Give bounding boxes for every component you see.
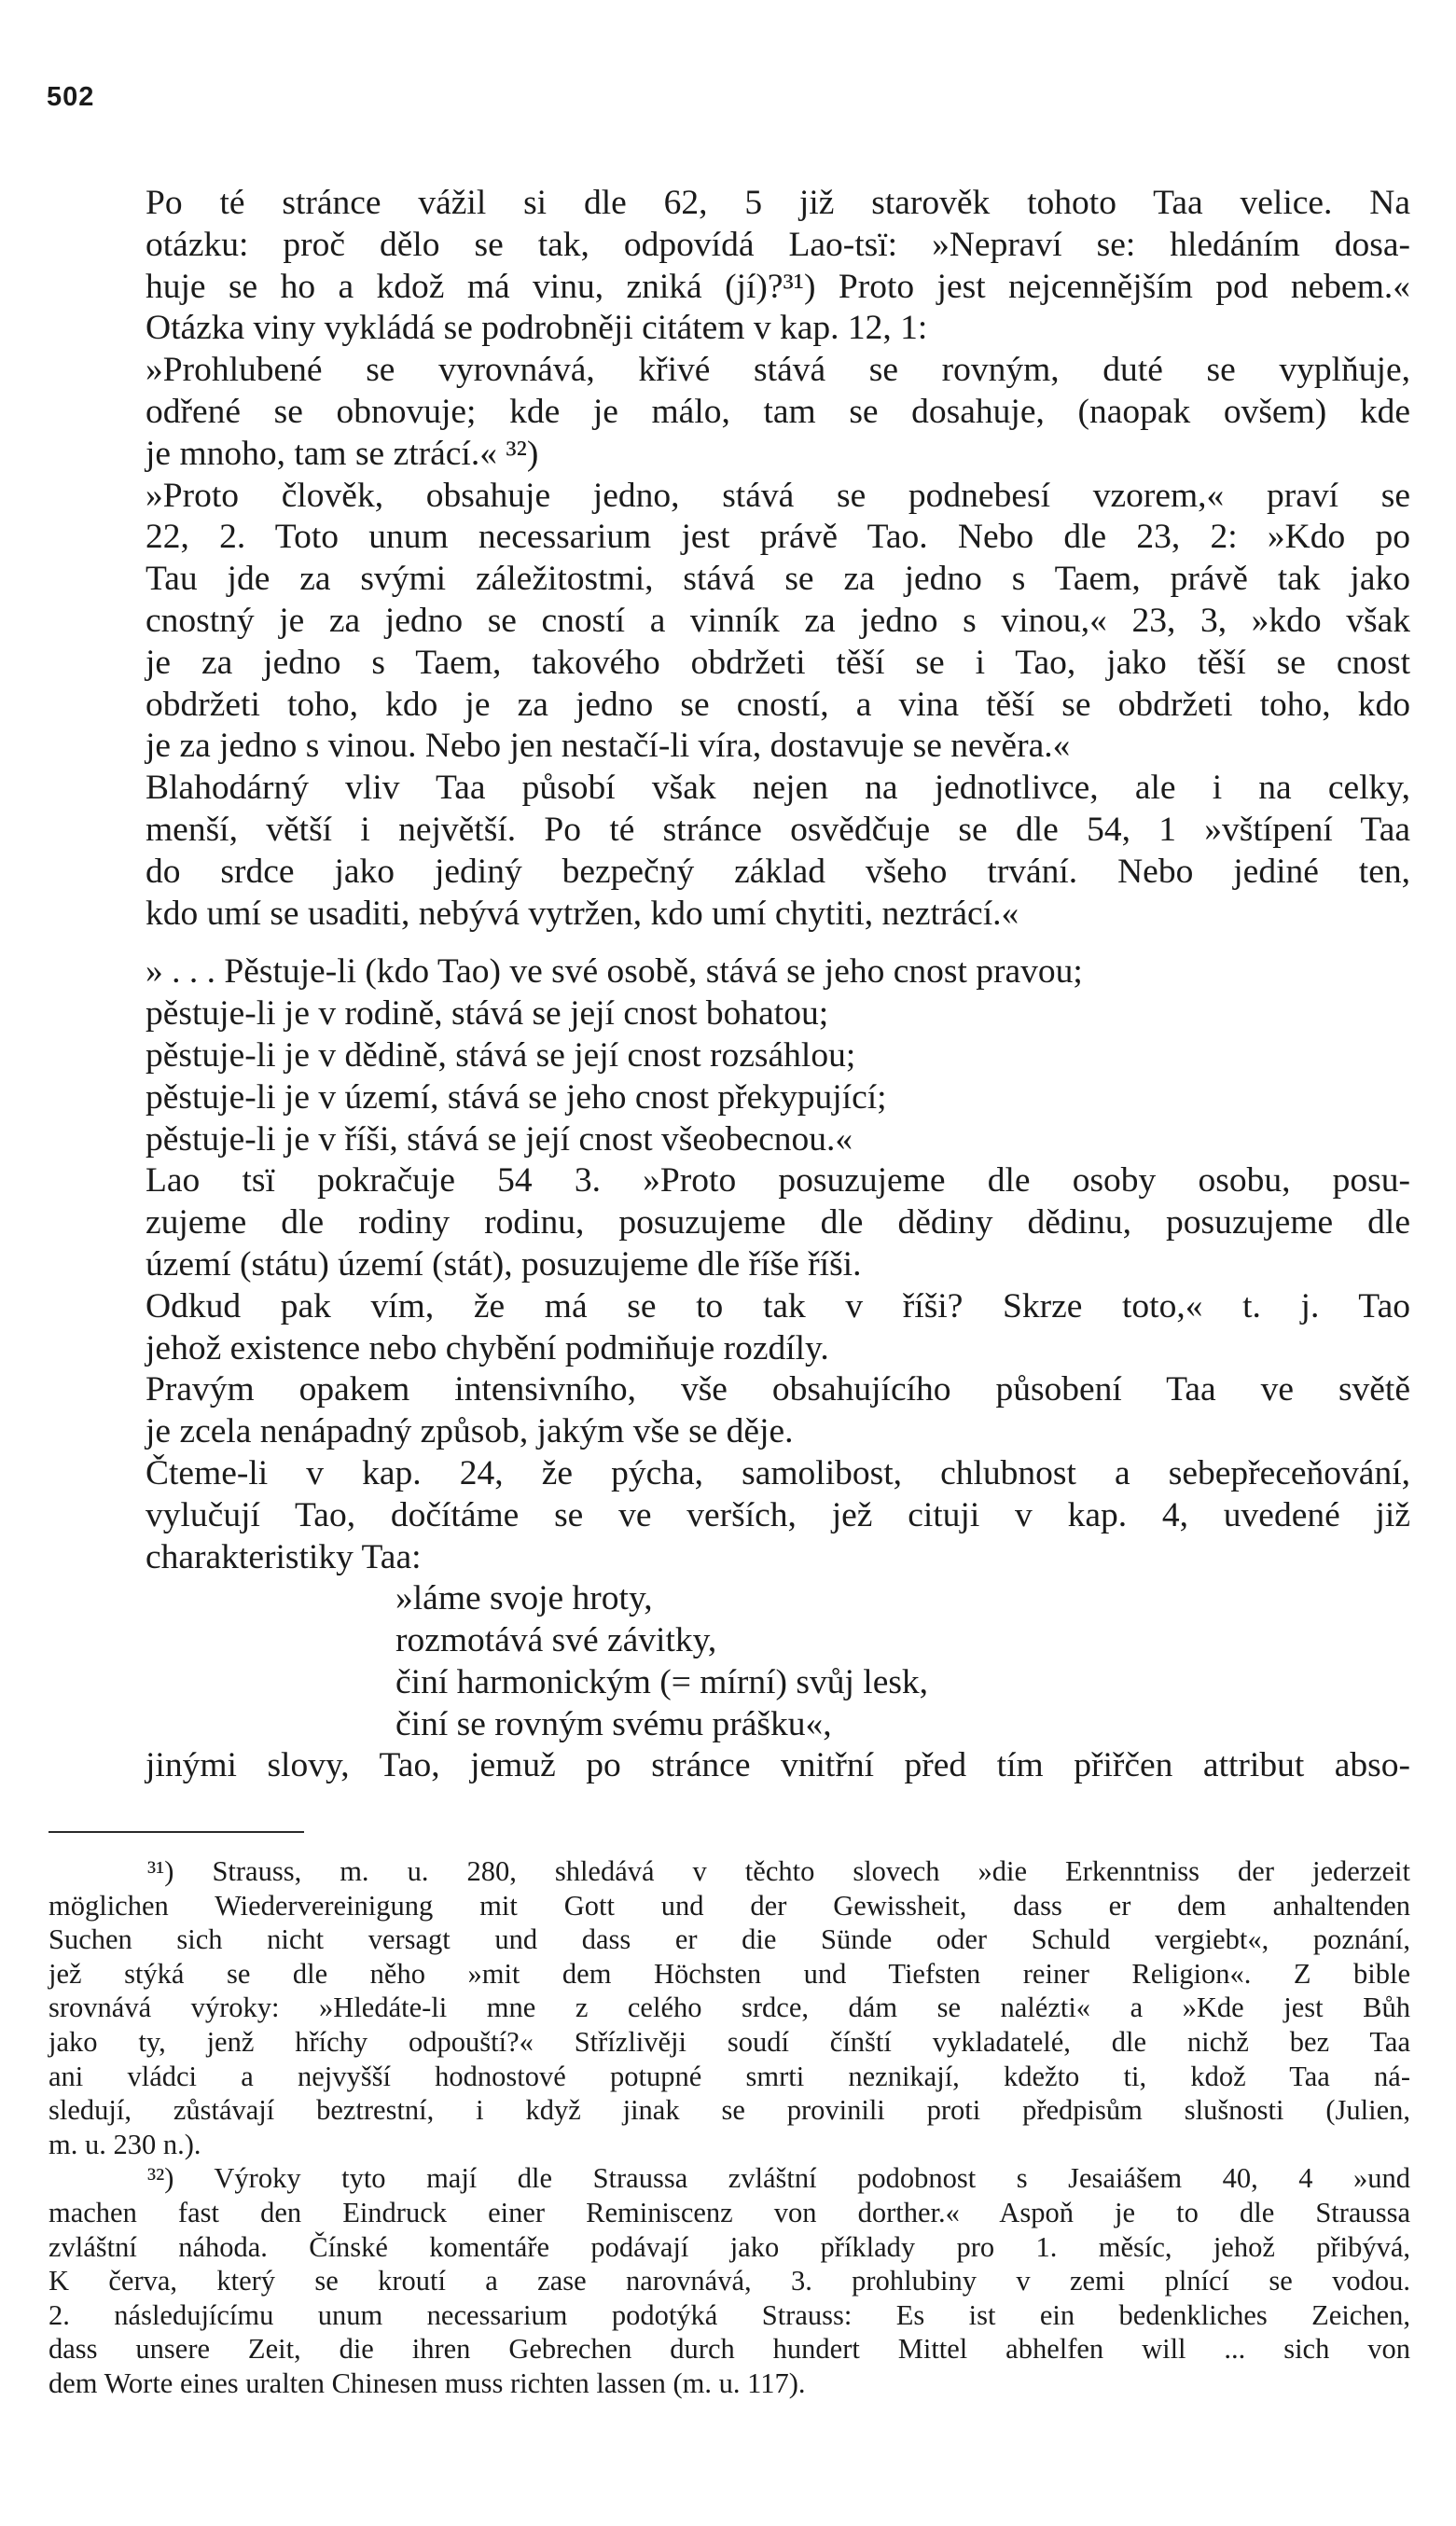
verse-line: činí harmonickým (= mírní) svůj lesk,: [395, 1662, 929, 1701]
footnote-line: srovnává výroky: »Hledáte-li mne z celého srdce, dám se nalézti« a »Kde jest Bůh: [49, 1992, 1410, 2024]
text-line: cnostný je za jedno se cností a vinník za jedno s vinou,« 23, 3, »kdo však: [146, 601, 1410, 640]
footnote-separator: [49, 1831, 304, 1833]
footnote-31: [49, 1854, 1410, 2161]
text-line: 22, 2. Toto unum necessarium jest právě Tao. Nebo dle 23, 2: »Kdo po: [146, 518, 1410, 557]
stanza-line: pěstuje-li je v říši, stává se její cnost všeobecnou.«: [146, 1119, 853, 1159]
text-line: do srdce jako jediný bezpečný základ všeho trvání. Nebo jediné ten,: [146, 852, 1410, 891]
footnote-line: jako ty, jenž hříchy odpouští?« Střízlivěji soudí čínští vykladatelé, dle nichž bez Taa: [49, 2025, 1410, 2058]
text-line: odřené se obnovuje; kde je málo, tam se dosahuje, (naopak ovšem) kde: [146, 392, 1410, 431]
text-line: Čteme-li v kap. 24, že pýcha, samolibost, chlubnost a sebepřeceňování,: [146, 1453, 1410, 1492]
text-line: je zcela nenápadný způsob, jakým vše se děje.: [146, 1412, 794, 1451]
stanza-line: » . . . Pěstuje-li (kdo Tao) ve své osobě, stává se jeho cnost pravou;: [146, 952, 1083, 992]
text-line: jinými slovy, Tao, jemuž po stránce vnitřní před tím přiřčen attribut abso-: [146, 1746, 1410, 1785]
text-line: je za jedno s Taem, takového obdržeti těší se i Tao, jako těší se cnost: [146, 643, 1410, 682]
text-line: Tau jde za svými záležitostmi, stává se za jedno s Taem, právě tak jako: [146, 560, 1410, 599]
text-line: »Prohlubené se vyrovnává, křivé stává se rovným, duté se vyplňuje,: [146, 351, 1410, 390]
footnote-line: sledují, zůstávají beztrestní, i když jinak se provinili proti předpisům slušnosti (Julien,: [49, 2094, 1410, 2127]
footnote-line: Suchen sich nicht versagt und dass er die Sünde oder Schuld vergiebt«, poznání,: [49, 1923, 1410, 1956]
text-line: charakteristiky Taa:: [146, 1537, 422, 1576]
text-line: je za jedno s vinou. Nebo jen nestačí-li víra, dostavuje se nevěra.«: [146, 727, 1071, 766]
footnote-line: 2. následujícímu unum necessarium podotýká Strauss: Es ist ein bedenkliches Zeichen,: [49, 2298, 1410, 2331]
text-line: je mnoho, tam se ztrácí.« ³²): [146, 434, 539, 473]
text-line: zujeme dle rodiny rodinu, posuzujeme dle dědiny dědinu, posuzujeme dle: [146, 1203, 1410, 1242]
text-line: »Proto člověk, obsahuje jedno, stává se podnebesí vzorem,« praví se: [146, 476, 1410, 515]
footnote-line: ani vládci a nejvyšší hodnostové potupné smrti neznikají, kdežto ti, kdož Taa ná-: [49, 2060, 1410, 2092]
footnote-line: zvláštní náhoda. Čínské komentáře podávají jako příklady pro 1. měsíc, jehož přibývá,: [49, 2230, 1410, 2263]
footnote-line: dass unsere Zeit, die ihren Gebrechen durch hundert Mittel abhelfen will ... sich von: [49, 2333, 1410, 2366]
stanza-line: pěstuje-li je v dědině, stává se její cnost rozsáhlou;: [146, 1035, 856, 1075]
verse-line: činí se rovným svému prášku«,: [395, 1704, 832, 1743]
footnote-line: dem Worte eines uralten Chinesen muss richten lassen (m. u. 117).: [49, 2366, 806, 2399]
footnote-32: [49, 2161, 1410, 2400]
quoted-stanza: [146, 951, 1410, 1160]
footnote-line: machen fast den Eindruck einer Reminiscenz von dorther.« Aspoň je to dle Straussa: [49, 2196, 1410, 2228]
text-line: otázku: proč dělo se tak, odpovídá Lao-tsï: »Nepraví se: hledáním dosa-: [146, 225, 1410, 264]
main-text: [146, 183, 1410, 1787]
footnote-line: jež stýká se dle něho »mit dem Höchsten und Tiefsten reiner Religion«. Z bible: [49, 1957, 1410, 1990]
text-line: území (státu) území (stát), posuzujeme dle říše říši.: [146, 1244, 862, 1284]
text-line: menší, větší i největší. Po té stránce osvědčuje se dle 54, 1 »vštípení Taa: [146, 810, 1410, 849]
text-line: Otázka viny vykládá se podrobněji citátem v kap. 12, 1:: [146, 309, 928, 348]
verse-line: »lámе svoje hroty,: [395, 1579, 653, 1618]
stanza-line: pěstuje-li je v území, stává se jeho cnost překypující;: [146, 1077, 887, 1117]
footnote-line: ³²) Výroky tyto mají dle Straussa zvláštní podobnost s Jesaiášem 40, 4 »und: [147, 2162, 1410, 2195]
text-line: Odkud pak vím, že má se to tak v říši? Skrze toto,« t. j. Tao: [146, 1286, 1410, 1325]
text-line: Pravým opakem intensivního, vše obsahujícího působení Taa ve světě: [146, 1370, 1410, 1409]
page-number: 502: [47, 82, 95, 112]
text-line: Lao tsï pokračuje 54 3. »Proto posuzujeme dle osoby osobu, posu-: [146, 1161, 1410, 1201]
footnote-line: K červa, který se kroutí a zase narovnává, 3. prohlubiny v zemi plnící se vodou.: [49, 2265, 1410, 2297]
text-line: jehož existence nebo chybění podmiňuje rozdíly.: [146, 1328, 829, 1367]
text-line: Po té stránce vážil si dle 62, 5 již starověk tohoto Taa velice. Na: [146, 184, 1410, 222]
stanza-line: pěstuje-li je v rodině, stává se její cnost bohatou;: [146, 994, 829, 1034]
text-line: Blahodárný vliv Taa působí však nejen na jednotlivce, ale i na celky,: [146, 769, 1410, 808]
text-line: vylučují Tao, dočítáme se ve verších, jež cituji v kap. 4, uvedené již: [146, 1495, 1410, 1534]
text-line: obdržeti toho, kdo je za jedno se cností, a vina těší se obdržeti toho, kdo: [146, 685, 1410, 724]
footnotes: [49, 1854, 1410, 2401]
footnote-line: m. u. 230 n.).: [49, 2128, 201, 2160]
text-line: kdo umí se usaditi, nebývá vytržen, kdo umí chytiti, neztrácí.«: [146, 894, 1019, 933]
verse-line: rozmotává své závitky,: [395, 1621, 717, 1660]
verse-stanza: [146, 1578, 1410, 1745]
footnote-line: ³¹) Strauss, m. u. 280, shledává v těchto slovech »die Erkenntniss der jederzeit: [147, 1855, 1410, 1887]
footnote-line: möglichen Wiedervereinigung mit Gott und der Gewissheit, dass er dem anhaltenden: [49, 1889, 1410, 1922]
text-line: huje se ho a kdož má vinu, zniká (jí)?³¹) Proto jest nejcennějším pod nebem.«: [146, 267, 1410, 306]
